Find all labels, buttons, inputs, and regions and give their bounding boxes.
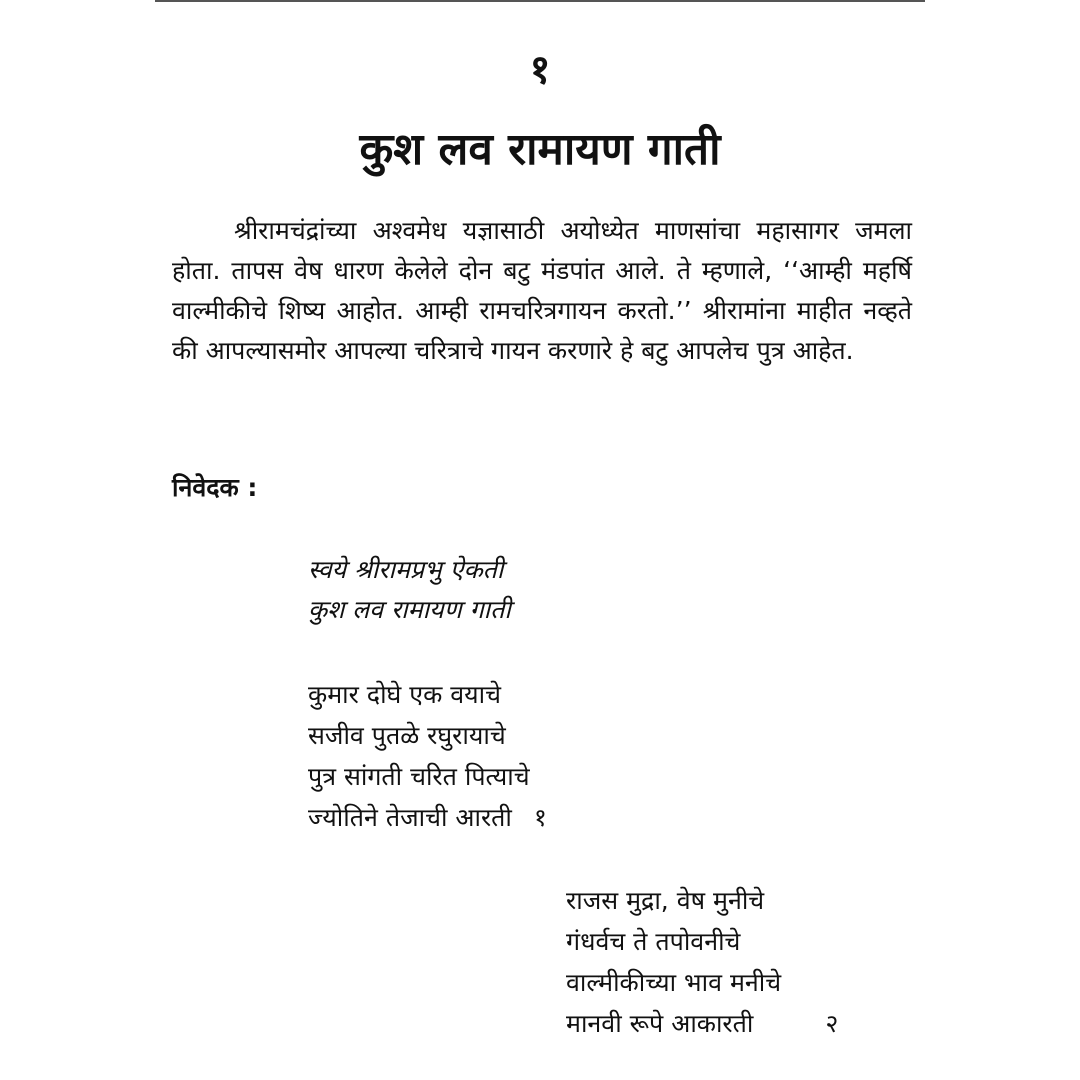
stanza-number: १	[533, 803, 547, 832]
top-rule	[155, 0, 925, 2]
stanza-number: २	[825, 1009, 839, 1038]
verse-line: सजीव पुतळे रघुरायाचे	[308, 721, 506, 750]
stanza-1	[308, 674, 547, 838]
refrain-line: स्वये श्रीरामप्रभु ऐकती	[308, 555, 504, 584]
chapter-number: १	[529, 47, 551, 93]
verse-line: पुत्र सांगती चरित पित्याचे	[308, 762, 530, 791]
chapter-title: कुश लव रामायण गाती	[359, 124, 721, 175]
verse-line: वाल्मीकीच्या भाव मनीचे	[566, 968, 782, 997]
verse-line-text: ज्योतिने तेजाची आरती	[308, 803, 512, 832]
verse-line-text: मानवी रूपे आकारती	[566, 1009, 754, 1038]
speaker-label: निवेदक :	[172, 473, 258, 502]
refrain-line: कुश लव रामायण गाती	[308, 595, 511, 624]
verse-line: राजस मुद्रा, वेष मुनीचे	[566, 886, 765, 915]
verse-line-last	[308, 797, 547, 838]
refrain	[308, 550, 511, 630]
stanza-2	[566, 880, 838, 1044]
verse-line-last	[566, 1003, 838, 1044]
intro-paragraph: श्रीरामचंद्रांच्या अश्वमेध यज्ञासाठी अयोध्येत माणसांचा महासागर जमला होता. तापस वेष धारण केलेले दोन बटु मंडपांत आले. ते म्हणाले, ‘‘आम्ही महर्षि वाल्मीकीचे शिष्य आहोत. आम्ही रामचरित्रगायन करतो.’’ श्रीरामांना माहीत नव्हते की आपल्यासमोर आपल्या चरित्राचे गायन करणारे हे बटु आपलेच पुत्र आहेत.	[172, 216, 912, 365]
verse-line: कुमार दोघे एक वयाचे	[308, 680, 501, 709]
verse-line: गंधर्वच ते तपोवनीचे	[566, 927, 741, 956]
intro-section	[172, 211, 912, 371]
